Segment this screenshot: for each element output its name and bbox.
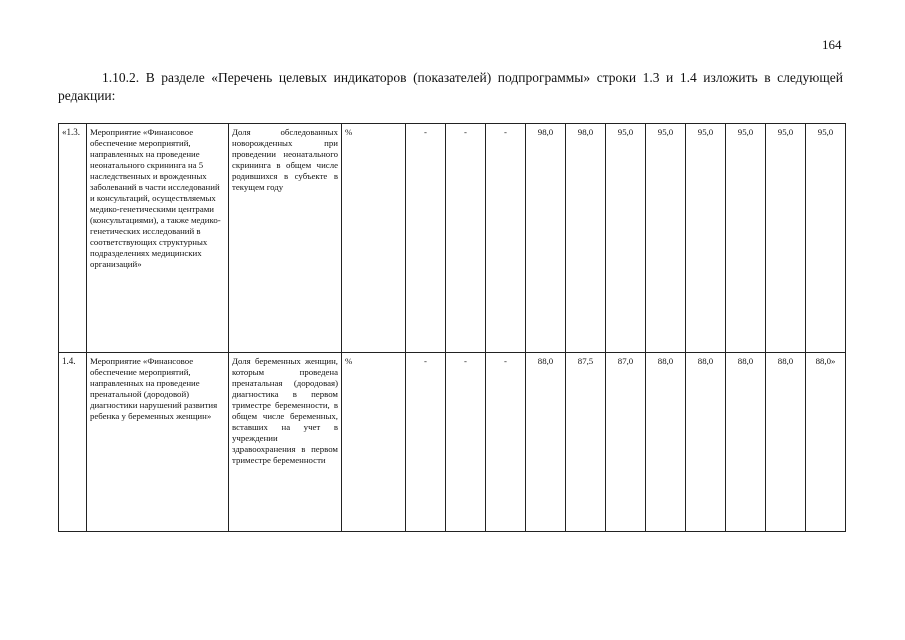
table-row (59, 353, 846, 532)
value-cell: - (486, 124, 526, 353)
value-cell: 88,0» (806, 353, 846, 532)
value-cell: 88,0 (646, 353, 686, 532)
value-cell: 95,0 (806, 124, 846, 353)
event-cell: Мероприятие «Финансовое обеспечение мероприятий, направленных на проведение неонатального скрининга на 5 наследственных и врожденных заболеваний в части исследований и консультаций, осуществляемых медико-генетическими центрами (консультациями), а также медико-генетических исследований в соответствующих структурных подразделениях медицинских организаций» (87, 124, 229, 353)
table-row (59, 124, 846, 353)
value-cell: 95,0 (766, 124, 806, 353)
indicators-table (58, 123, 846, 532)
value-cell: - (406, 353, 446, 532)
value-cell: - (406, 124, 446, 353)
value-cell: 87,0 (606, 353, 646, 532)
unit-cell: % (342, 353, 406, 532)
value-cell: 88,0 (686, 353, 726, 532)
row-number: «1.3. (59, 124, 87, 353)
page-number: 164 (822, 37, 842, 52)
indicator-cell: Доля беременных женщин, которым проведена пренатальная (дородовая) диагностика в первом триместре беременности, в общем числе беременных, вставших на учет в учреждении здравоохранения в первом триместре беременности (229, 353, 342, 532)
value-cell: 95,0 (726, 124, 766, 353)
value-cell: - (486, 353, 526, 532)
section-heading: 1.10.2. В разделе «Перечень целевых индикаторов (показателей) подпрограммы» строки 1.3 и 1.4 изложить в следующей редакции: (58, 70, 843, 103)
value-cell: 87,5 (566, 353, 606, 532)
value-cell: - (446, 124, 486, 353)
event-cell: Мероприятие «Финансовое обеспечение мероприятий, направленных на проведение пренатальной (дородовой) диагностики нарушений развития ребенка у беременных женщин» (87, 353, 229, 532)
unit-cell: % (342, 124, 406, 353)
row-number: 1.4. (59, 353, 87, 532)
value-cell: - (446, 353, 486, 532)
value-cell: 98,0 (566, 124, 606, 353)
value-cell: 95,0 (646, 124, 686, 353)
value-cell: 88,0 (766, 353, 806, 532)
value-cell: 98,0 (526, 124, 566, 353)
value-cell: 95,0 (606, 124, 646, 353)
value-cell: 88,0 (526, 353, 566, 532)
value-cell: 88,0 (726, 353, 766, 532)
indicator-cell: Доля обследованных новорожденных при проведении неонатального скрининга в общем числе родившихся в субъекте в текущем году (229, 124, 342, 353)
value-cell: 95,0 (686, 124, 726, 353)
